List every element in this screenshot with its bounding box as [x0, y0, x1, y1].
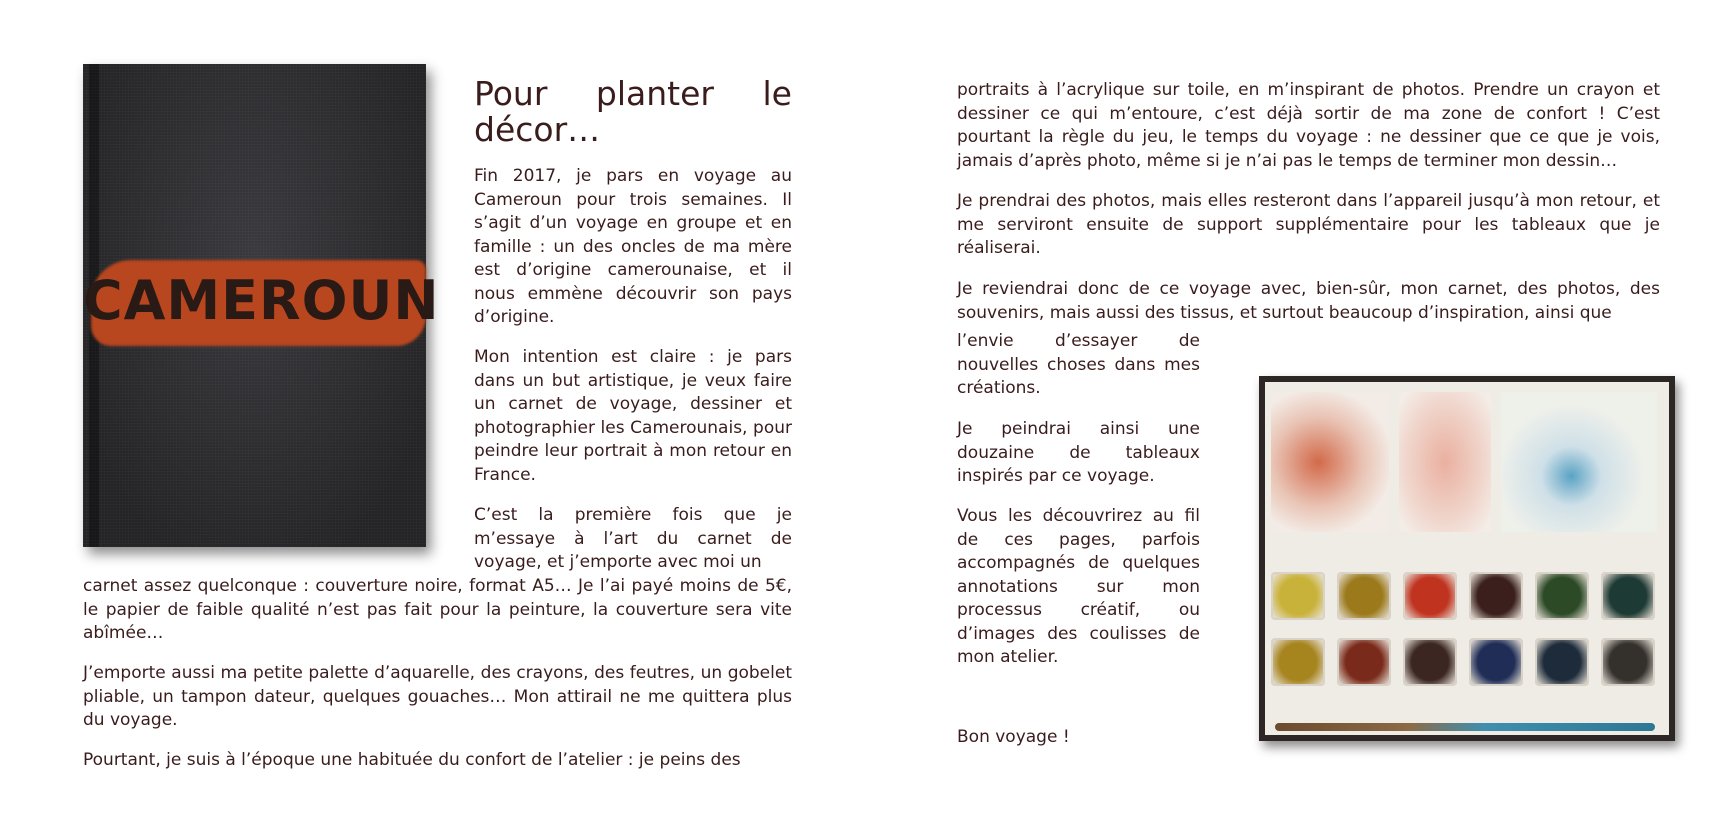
paint-pan [1337, 638, 1391, 686]
paragraph-first-time: C’est la première fois que je m’essaye à l’art du carnet de voyage, et j’emporte avec moi un [474, 505, 792, 572]
paragraph-intention: Mon intention est claire : je pars dans un but artistique, je veux faire un carnet de voyage, dessiner et photographier les Camerounais, pour peindre leur portrait à mon retour en France. [474, 347, 792, 485]
paragraph-photos: Je prendrai des photos, mais elles resteront dans l’appareil jusqu’à mon retour, et me serviront ensuite de support supplémentaire pour les tableaux que je réaliserai. [957, 191, 1660, 258]
paragraph-return: Je reviendrai donc de ce voyage avec, bien-sûr, mon carnet, des photos, des souvenirs, mais aussi des tissus, et surtout beaucoup d’inspiration, ainsi que [957, 279, 1660, 323]
paragraph-discover: Vous les découvrirez au fil de ces pages, parfois accompagnés de quelques annotations sur mon processus créatif, ou d’images des coulisses de mon atelier. [957, 506, 1200, 667]
paragraph-acrylic-portraits: portraits à l’acrylique sur toile, en m’inspirant de photos. Prendre un crayon et dessiner ce qui m’entoure, c’est déjà sortir de ma zone de confort ! C’est pourtant la règle du jeu, le temps du voyage : ne dessiner que ce que je vois, jamais d’après photo, même si je n’ai pas le temps de terminer mon dessin… [957, 80, 1660, 171]
closing-line: Bon voyage ! [957, 727, 1070, 747]
mixing-well [1399, 392, 1491, 532]
watercolor-palette-photo [1259, 376, 1675, 741]
paint-pan [1535, 572, 1589, 620]
paint-pan [1403, 572, 1457, 620]
paint-pan [1469, 572, 1523, 620]
paint-pan [1271, 572, 1325, 620]
paint-pan [1403, 638, 1457, 686]
paintbrush [1275, 723, 1655, 731]
paragraph-first-time-continued: carnet assez quelconque : couverture noire, format A5… Je l’ai payé moins de 5€, le papier de faible qualité n’est pas fait pour la peinture, la couverture sera vite abîmée… [83, 576, 792, 643]
paint-pan [1271, 638, 1325, 686]
paint-pan [1601, 572, 1655, 620]
paint-pan [1337, 572, 1391, 620]
paragraph-equipment: J’emporte aussi ma petite palette d’aquarelle, des crayons, des feutres, un gobelet pliable, un tampon dateur, quelques gouaches… Mon attirail ne me quittera plus du voyage. [83, 663, 792, 730]
notebook-cover-photo [83, 64, 440, 547]
cover-title: CAMEROUN [83, 269, 440, 332]
paint-pan [1601, 638, 1655, 686]
paint-pan [1535, 638, 1589, 686]
paint-pan [1469, 638, 1523, 686]
paragraph-paintings: Je peindrai ainsi une douzaine de tableaux inspirés par ce voyage. [957, 419, 1200, 486]
page-title: Pour planter le décor… [474, 74, 792, 149]
mixing-well [1271, 392, 1389, 532]
mixing-well [1501, 392, 1657, 532]
paragraph-return-continued: l’envie d’essayer de nouvelles choses dans mes créations. [957, 331, 1200, 398]
paragraph-intro: Fin 2017, je pars en voyage au Cameroun pour trois semaines. Il s’agit d’un voyage en groupe et en famille : un des oncles de ma mère est d’origine camerounaise, et il nous emmène découvrir son pays d’origine. [474, 166, 792, 327]
paragraph-studio-comfort: Pourtant, je suis à l’époque une habituée du confort de l’atelier : je peins des [83, 750, 741, 770]
